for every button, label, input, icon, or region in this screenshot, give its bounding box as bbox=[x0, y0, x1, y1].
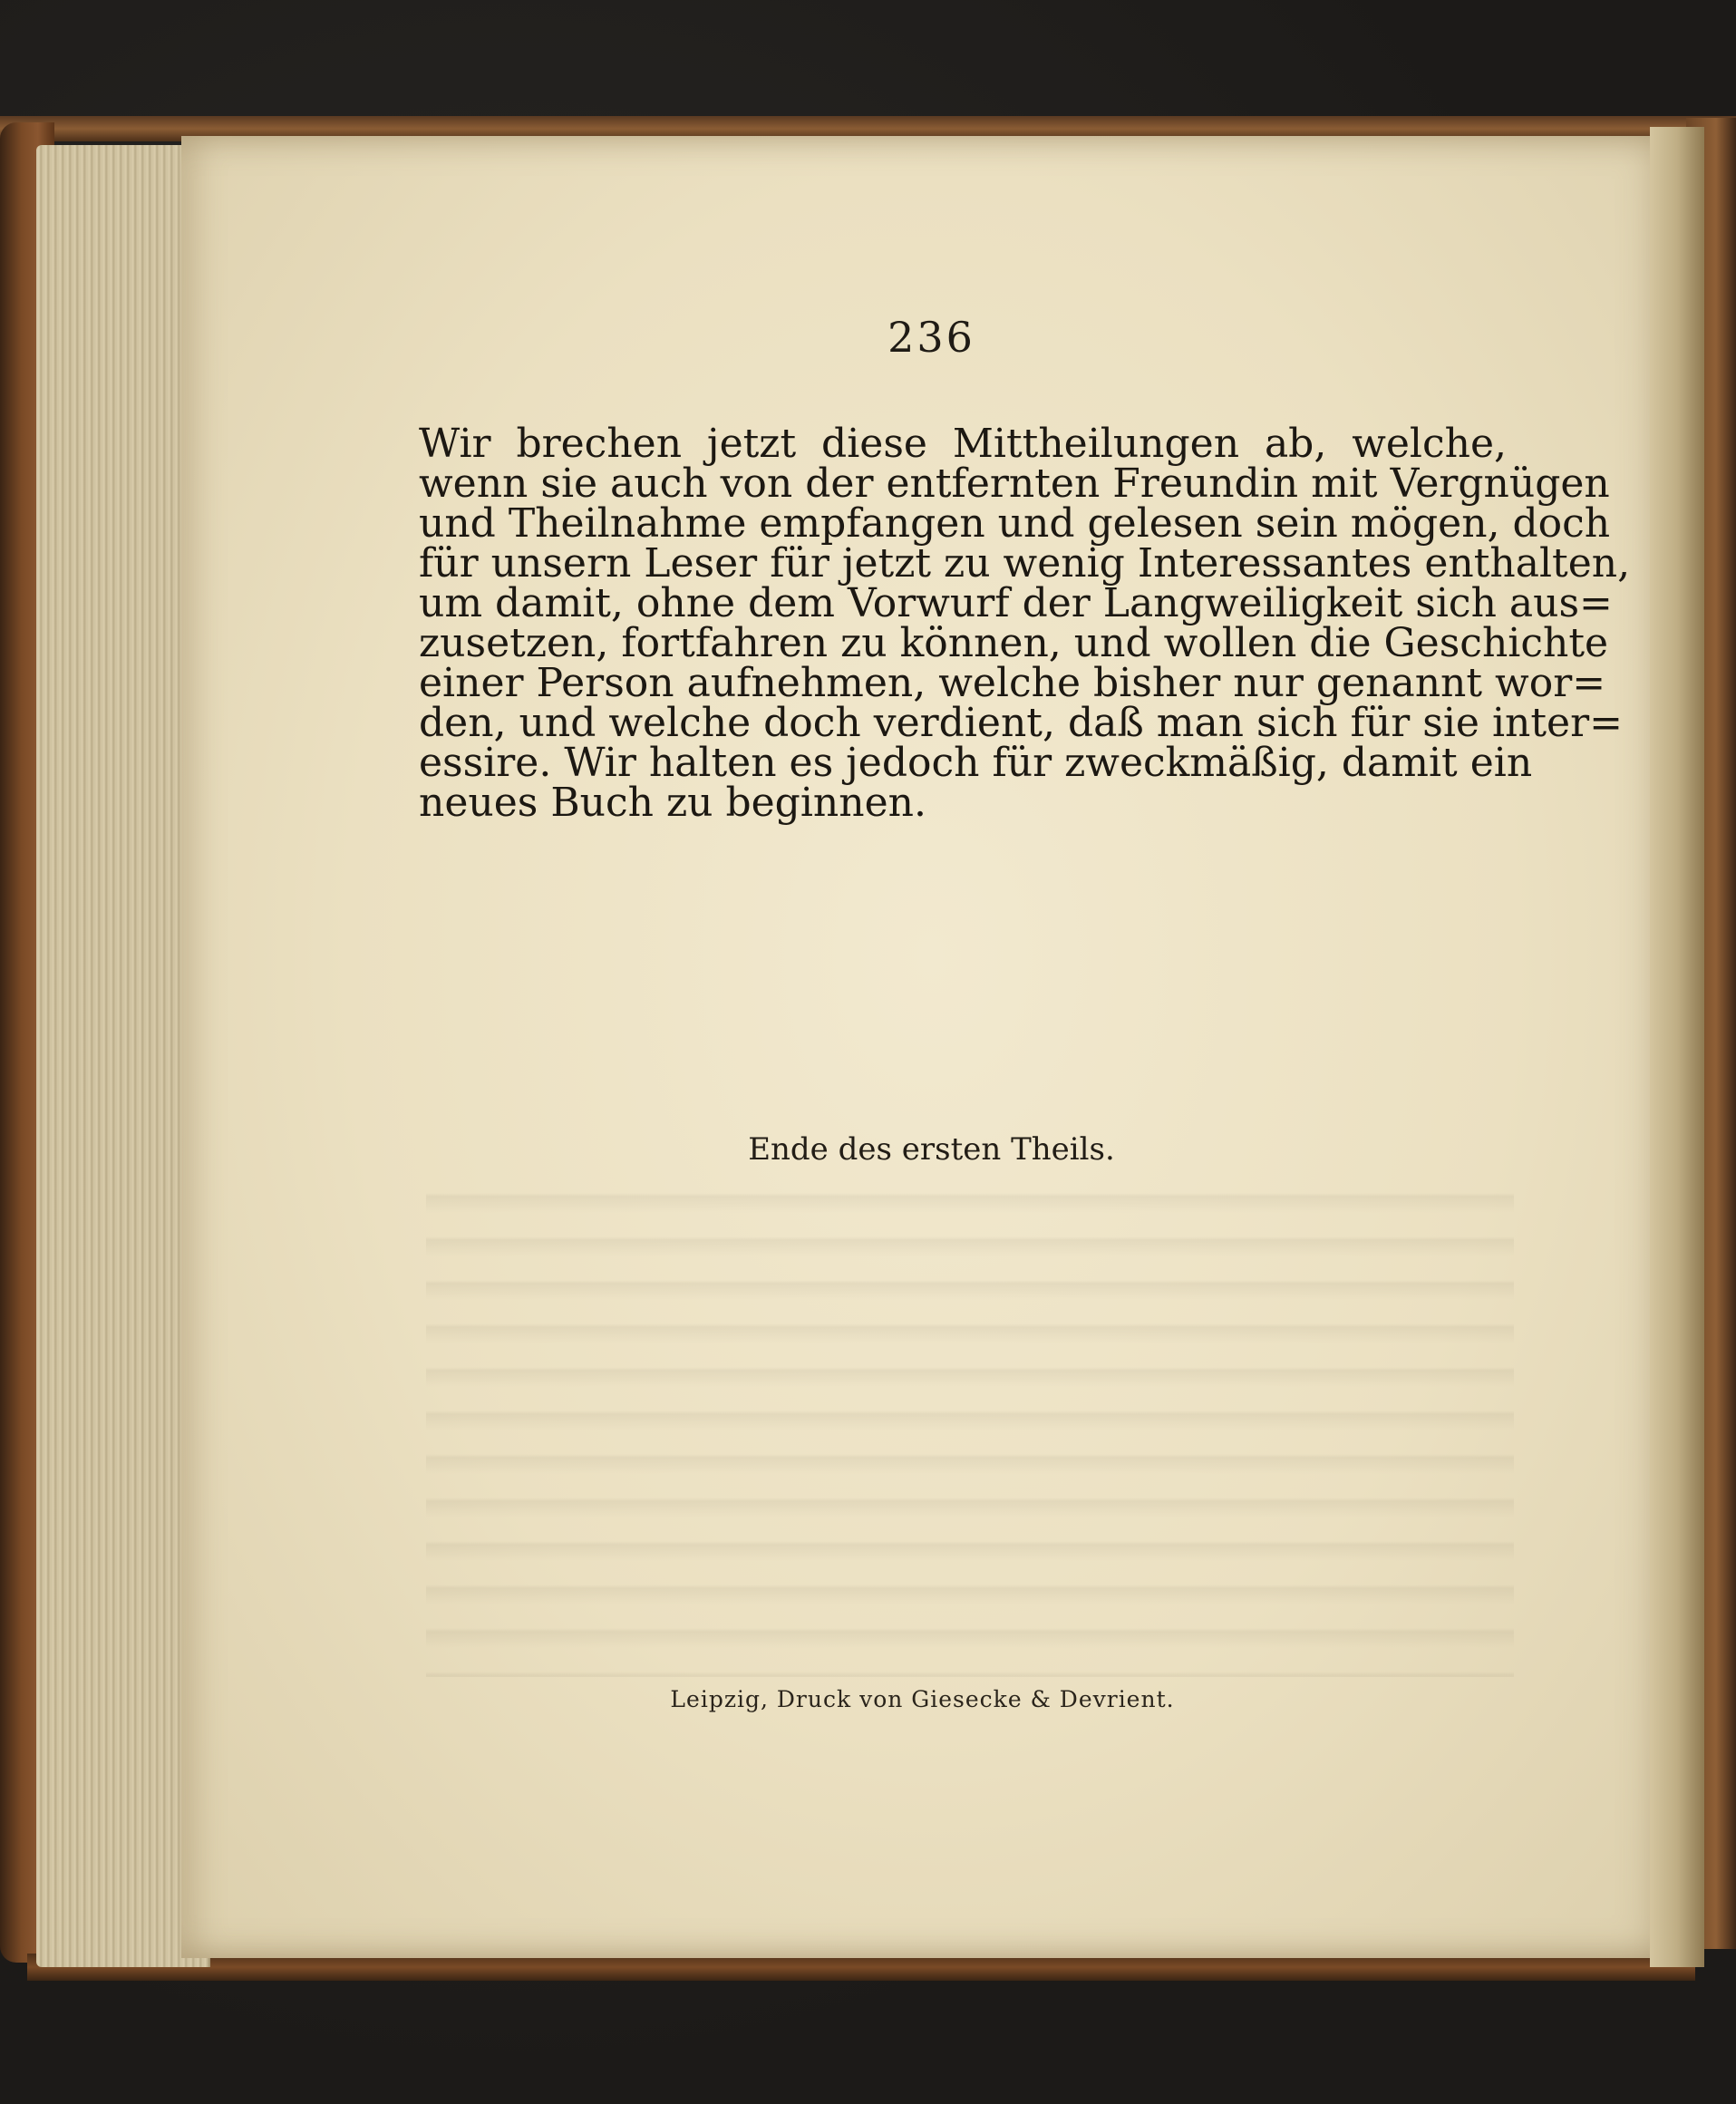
body-line: Wir brechen jetzt diese Mittheilungen ab, welche, bbox=[419, 421, 1507, 467]
body-line: wenn sie auch von der entfernten Freundin mit Vergnügen bbox=[419, 461, 1610, 507]
body-line: neues Buch zu beginnen. bbox=[419, 780, 926, 826]
end-of-part-note: Ende des ersten Theils. bbox=[748, 1131, 1115, 1168]
body-line: und Theilnahme empfangen und gelesen sein mögen, doch bbox=[419, 500, 1611, 547]
body-line: zusetzen, fortfahren zu können, und wollen die Geschichte bbox=[419, 620, 1609, 666]
body-line: essire. Wir halten es jedoch für zweckmäßig, damit ein bbox=[419, 740, 1533, 786]
body-line: um damit, ohne dem Vorwurf der Langweiligkeit sich aus= bbox=[419, 580, 1613, 626]
book-page bbox=[181, 136, 1682, 1958]
body-line: für unsern Leser für jetzt zu wenig Interessantes enthalten, bbox=[419, 540, 1631, 587]
body-line: den, und welche doch verdient, daß man sich für sie inter= bbox=[419, 700, 1623, 746]
page-number: 236 bbox=[887, 313, 975, 362]
body-line: einer Person aufnehmen, welche bisher nur genannt wor= bbox=[419, 660, 1606, 706]
printer-imprint: Leipzig, Druck von Giesecke & Devrient. bbox=[670, 1686, 1175, 1712]
body-paragraph bbox=[419, 421, 1631, 826]
